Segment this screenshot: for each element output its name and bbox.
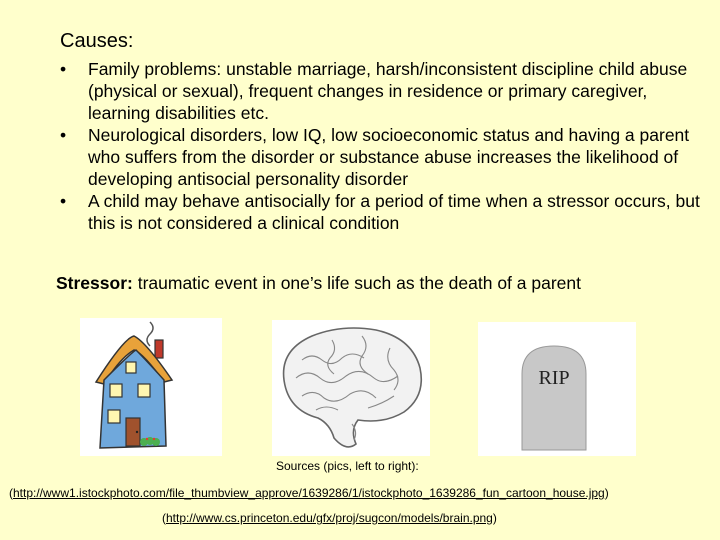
sources-caption: Sources (pics, left to right):	[276, 459, 419, 473]
causes-heading: Causes:	[60, 30, 134, 52]
stressor-definition	[56, 272, 640, 294]
open-paren: (	[162, 511, 166, 525]
bullet-icon: •	[60, 59, 67, 79]
bullet-text: Family problems: unstable marriage, harsh/inconsistent discipline child abuse (physical or sexual), frequent changes in residence or primary caregiver, learning disabilities etc.	[88, 59, 688, 123]
gravestone-text: RIP	[538, 367, 570, 389]
bullet-text: Neurological disorders, low IQ, low socioeconomic status and having a parent who suffers from the disorder or substance abuse increases the likelihood of developing antisocial personality disorder	[88, 125, 690, 189]
stressor-term: Stressor:	[56, 273, 133, 293]
gravestone-picture	[478, 322, 636, 456]
brain-icon	[272, 320, 430, 456]
gravestone-icon	[478, 322, 636, 456]
list-item	[60, 124, 700, 190]
bullet-text: A child may behave antisocially for a period of time when a stressor occurs, but this is not considered a clinical condition	[88, 191, 700, 233]
bullet-icon: •	[60, 191, 67, 211]
house-picture	[80, 318, 222, 456]
close-paren: )	[604, 486, 609, 500]
source-link-line-1	[9, 486, 609, 500]
list-item	[60, 58, 700, 124]
source-link-line-2	[162, 511, 497, 525]
house-source-link[interactable]: http://www1.istockphoto.com/file_thumbview_approve/1639286/1/istockphoto_1639286_fun_cartoon_house.jpg	[13, 486, 605, 500]
bullet-icon: •	[60, 125, 67, 145]
open-paren: (	[9, 486, 13, 500]
close-paren: )	[492, 511, 497, 525]
cartoon-house-icon	[80, 318, 222, 456]
list-item	[60, 190, 700, 234]
causes-list	[60, 58, 700, 234]
brain-picture	[272, 320, 430, 456]
brain-source-link[interactable]: http://www.cs.princeton.edu/gfx/proj/sugcon/models/brain.png	[166, 511, 493, 525]
stressor-text: traumatic event in one’s life such as the death of a parent	[132, 273, 581, 293]
